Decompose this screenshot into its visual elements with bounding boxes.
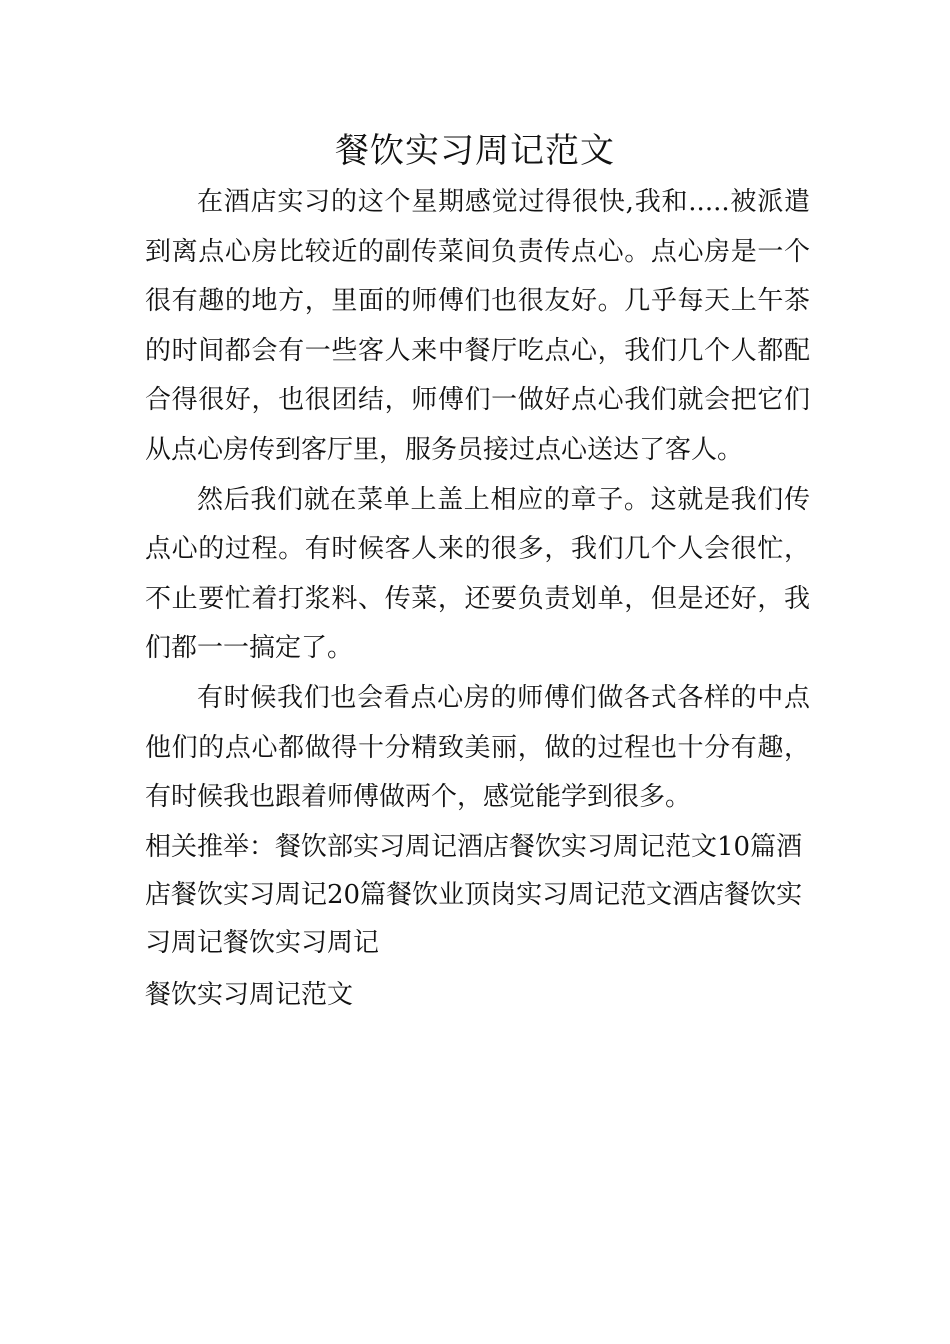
- document-title: 餐饮实习周记范文: [335, 131, 615, 171]
- footer-title: 餐饮实习周记范文: [145, 979, 354, 1010]
- paragraph-3: 有时候我们也会看点心房的师傅们做各式各样的中点他们的点心都做得十分精致美丽，做的过程也十分有趣，有时候我也跟着师傅做两个，感觉能学到很多。: [145, 682, 810, 813]
- related-recommendations: 相关推举：餐饮部实习周记酒店餐饮实习周记范文10篇酒店餐饮实习周记20篇餐饮业顶岗实习周记范文酒店餐饮实习周记餐饮实习周记: [145, 831, 803, 958]
- paragraph-1: 在酒店实习的这个星期感觉过得很快,我和.....被派遣到离点心房比较近的副传菜间负责传点心。点心房是一个很有趣的地方，里面的师傅们也很友好。几乎每天上午茶的时间都会有一些客人来中餐厅吃点心，我们几个人都配合得很好，也很团结，师傅们一做好点心我们就会把它们从点心房传到客厅里，服务员接过点心送达了客人。: [145, 187, 810, 465]
- paragraph-2: 然后我们就在菜单上盖上相应的章子。这就是我们传点心的过程。有时候客人来的很多，我们几个人会很忙，不止要忙着打浆料、传菜，还要负责划单，但是还好，我们都一一搞定了。: [145, 484, 810, 664]
- document-body: [145, 178, 810, 1019]
